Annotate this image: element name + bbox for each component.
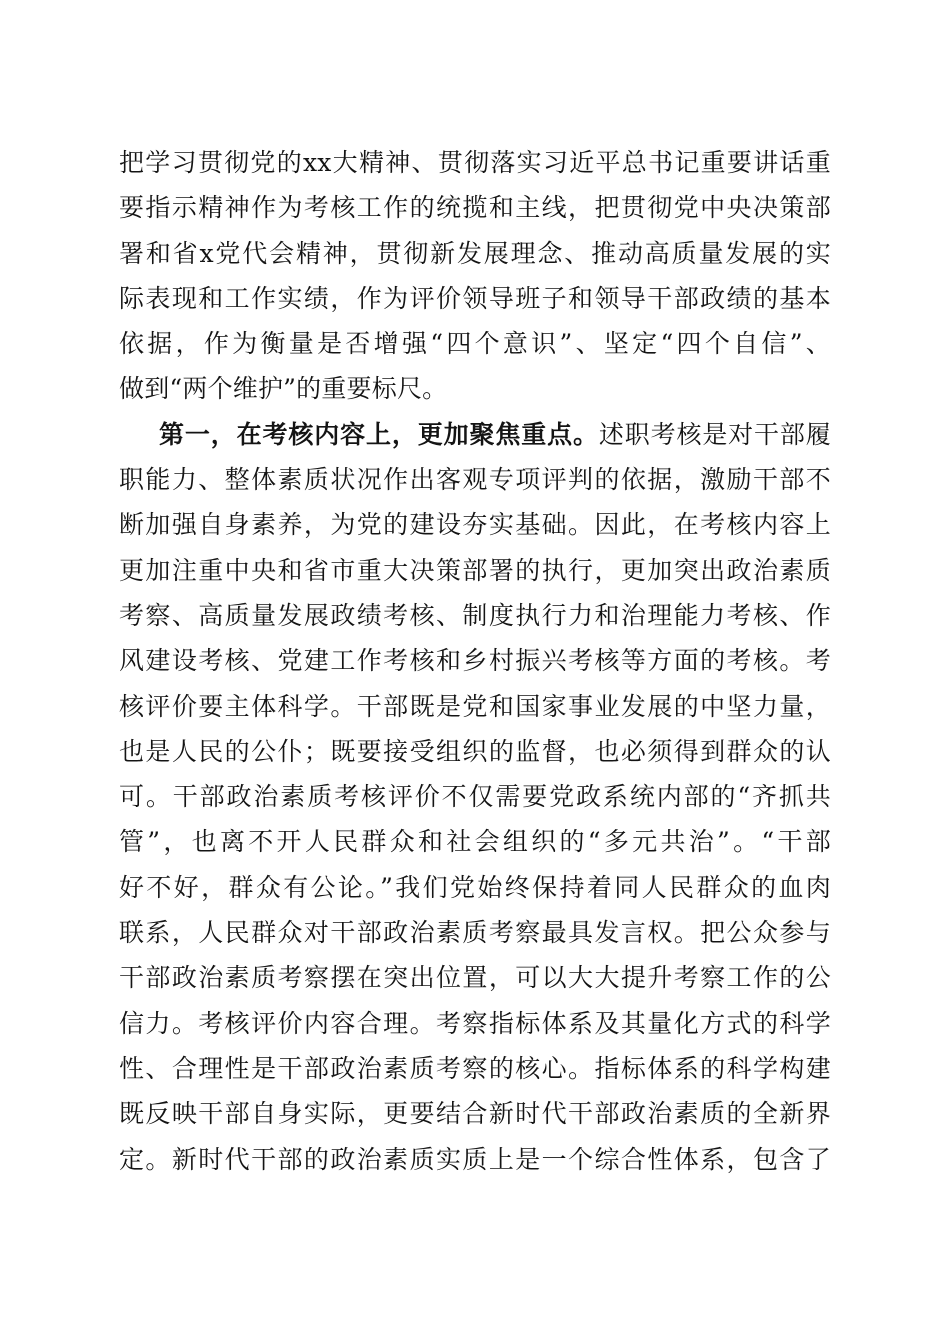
text-line: 可。干部政治素质考核评价不仅需要党政系统内部的“齐抓共 bbox=[119, 782, 831, 812]
text-line: 做到“两个维护”的重要标尺。 bbox=[119, 374, 448, 404]
paragraph-1 bbox=[119, 140, 831, 412]
text-line bbox=[119, 412, 831, 457]
text-line: 信力。考核评价内容合理。考察指标体系及其量化方式的科学 bbox=[119, 1008, 831, 1038]
text-line: 职能力、整体素质状况作出客观专项评判的依据，激励干部不 bbox=[119, 465, 831, 495]
text-run: 述职考核是对干部履 bbox=[598, 419, 831, 449]
document-body bbox=[119, 140, 831, 1182]
text-line: 联系，人民群众对干部政治素质考察最具发言权。把公众参与 bbox=[119, 918, 831, 948]
text-line: 性、合理性是干部政治素质考察的核心。指标体系的科学构建 bbox=[119, 1053, 831, 1083]
paragraph-heading: 第一，在考核内容上，更加聚焦重点。 bbox=[159, 419, 599, 449]
text-line: 更加注重中央和省市重大决策部署的执行，更加突出政治素质 bbox=[119, 555, 831, 585]
text-line: 好不好，群众有公论。”我们党始终保持着同人民群众的血肉 bbox=[119, 872, 831, 902]
text-line: 把学习贯彻党的xx大精神、贯彻落实习近平总书记重要讲话重 bbox=[119, 148, 831, 177]
text-line: 依据，作为衡量是否增强“四个意识”、坚定“四个自信”、 bbox=[119, 329, 831, 359]
text-line: 考察、高质量发展政绩考核、制度执行力和治理能力考核、作 bbox=[119, 600, 831, 630]
text-line: 风建设考核、党建工作考核和乡村振兴考核等方面的考核。考 bbox=[119, 646, 831, 676]
text-line: 要指示精神作为考核工作的统揽和主线，把贯彻党中央决策部 bbox=[119, 193, 831, 223]
text-line: 既反映干部自身实际，更要结合新时代干部政治素质的全新界 bbox=[119, 1099, 831, 1129]
text-line: 核评价要主体科学。干部既是党和国家事业发展的中坚力量， bbox=[119, 691, 831, 721]
paragraph-2 bbox=[119, 412, 831, 1182]
text-line: 干部政治素质考察摆在突出位置，可以大大提升考察工作的公 bbox=[119, 963, 831, 993]
text-line: 际表现和工作实绩，作为评价领导班子和领导干部政绩的基本 bbox=[119, 283, 831, 313]
text-line: 断加强自身素养，为党的建设夯实基础。因此，在考核内容上 bbox=[119, 510, 831, 540]
text-line: 管”，也离不开人民群众和社会组织的“多元共治”。“干部 bbox=[119, 827, 831, 857]
text-line: 也是人民的公仆；既要接受组织的监督，也必须得到群众的认 bbox=[119, 736, 831, 766]
text-line: 定。新时代干部的政治素质实质上是一个综合性体系，包含了 bbox=[119, 1144, 831, 1174]
text-line: 署和省x党代会精神，贯彻新发展理念、推动高质量发展的实 bbox=[119, 238, 831, 268]
